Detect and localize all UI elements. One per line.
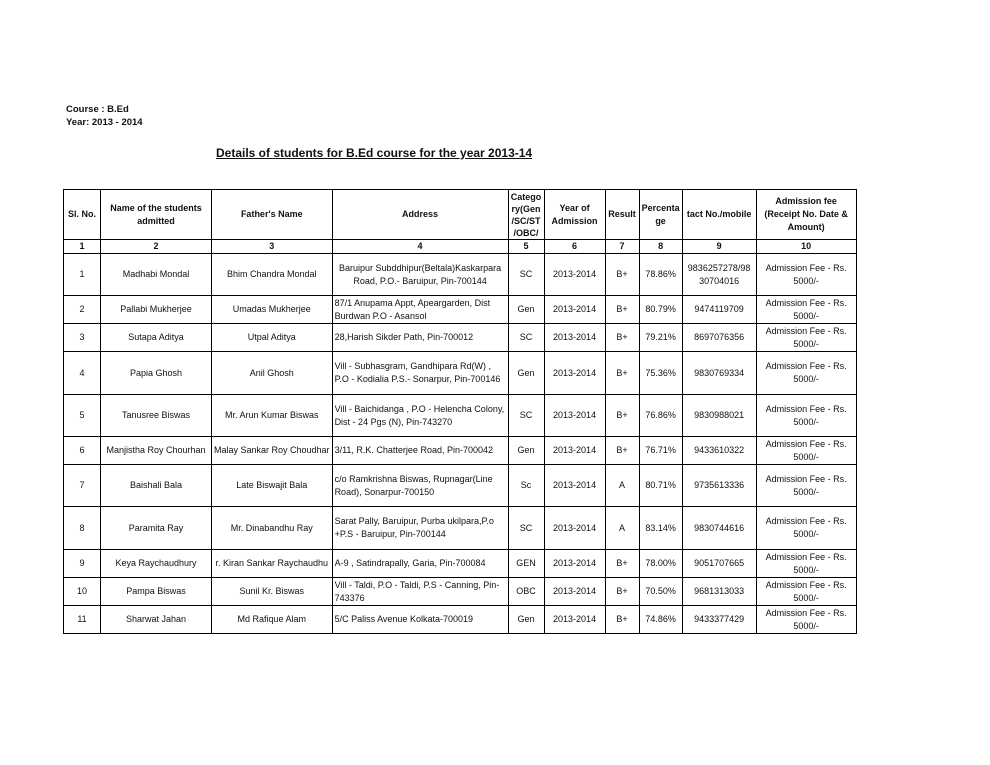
cell-sl-no: 2 — [64, 296, 101, 324]
cell-contact: 9681313033 — [682, 578, 756, 606]
cell-percentage: 76.86% — [639, 395, 682, 437]
cell-admission-fee: Admission Fee - Rs. 5000/- — [756, 550, 856, 578]
cell-category: Gen — [508, 437, 544, 465]
table-row — [64, 296, 857, 324]
year-label: Year: 2013 - 2014 — [66, 117, 143, 128]
cell-admission-fee: Admission Fee - Rs. 5000/- — [756, 254, 856, 296]
cell-percentage: 75.36% — [639, 352, 682, 395]
cell-admission-fee: Admission Fee - Rs. 5000/- — [756, 578, 856, 606]
cell-father-name: Anil Ghosh — [212, 352, 333, 395]
cell-contact: 9433610322 — [682, 437, 756, 465]
cell-father-name: Sunil Kr. Biswas — [212, 578, 333, 606]
cell-result: B+ — [605, 606, 639, 634]
header-admission-fee: Admission fee (Receipt No. Date & Amount) — [756, 190, 856, 240]
cell-student-name: Baishali Bala — [101, 465, 212, 507]
cell-address: Vill - Subhasgram, Gandhipara Rd(W) , P.O - Kodialia P.S.- Sonarpur, Pin-700146 — [332, 352, 508, 395]
header-contact: tact No./mobile — [682, 190, 756, 240]
cell-address: c/o Ramkrishna Biswas, Rupnagar(Line Road), Sonarpur-700150 — [332, 465, 508, 507]
cell-percentage: 80.71% — [639, 465, 682, 507]
cell-student-name: Madhabi Mondal — [101, 254, 212, 296]
column-number: 3 — [212, 240, 333, 254]
cell-admission-fee: Admission Fee - Rs. 5000/- — [756, 507, 856, 550]
cell-category: Sc — [508, 465, 544, 507]
cell-percentage: 70.50% — [639, 578, 682, 606]
header-sl-no: Sl. No. — [64, 190, 101, 240]
cell-contact: 9830988021 — [682, 395, 756, 437]
cell-father-name: Mr. Dinabandhu Ray — [212, 507, 333, 550]
cell-year: 2013-2014 — [544, 606, 605, 634]
cell-year: 2013-2014 — [544, 324, 605, 352]
column-number: 4 — [332, 240, 508, 254]
cell-sl-no: 6 — [64, 437, 101, 465]
cell-address: A-9 , Satindrapally, Garia, Pin-700084 — [332, 550, 508, 578]
cell-student-name: Papia Ghosh — [101, 352, 212, 395]
cell-percentage: 80.79% — [639, 296, 682, 324]
table-row — [64, 550, 857, 578]
cell-sl-no: 11 — [64, 606, 101, 634]
cell-contact: 9474119709 — [682, 296, 756, 324]
cell-result: B+ — [605, 437, 639, 465]
column-number: 10 — [756, 240, 856, 254]
course-label: Course : B.Ed — [66, 104, 129, 115]
cell-sl-no: 3 — [64, 324, 101, 352]
cell-student-name: Sharwat Jahan — [101, 606, 212, 634]
cell-father-name: Late Biswajit Bala — [212, 465, 333, 507]
table-row — [64, 578, 857, 606]
cell-year: 2013-2014 — [544, 437, 605, 465]
cell-percentage: 74.86% — [639, 606, 682, 634]
cell-category: Gen — [508, 296, 544, 324]
cell-address: Baruipur Subddhipur(Beltala)Kaskarpara Road, P.O.- Baruipur, Pin-700144 — [332, 254, 508, 296]
column-number: 2 — [101, 240, 212, 254]
header-percentage: Percenta ge — [639, 190, 682, 240]
cell-result: B+ — [605, 254, 639, 296]
table-row — [64, 254, 857, 296]
cell-student-name: Manjistha Roy Chourhan — [101, 437, 212, 465]
cell-contact: 8697076356 — [682, 324, 756, 352]
header-category-text: Catego ry(Gen /SC/ST /OBC/ — [510, 191, 542, 238]
cell-admission-fee: Admission Fee - Rs. 5000/- — [756, 395, 856, 437]
cell-category: SC — [508, 324, 544, 352]
column-number: 9 — [682, 240, 756, 254]
cell-address: Vill - Baichidanga , P.O - Helencha Colony, Dist - 24 Pgs (N), Pin-743270 — [332, 395, 508, 437]
cell-contact: 9830744616 — [682, 507, 756, 550]
header-row — [64, 190, 857, 240]
cell-contact: 9735613336 — [682, 465, 756, 507]
cell-year: 2013-2014 — [544, 254, 605, 296]
cell-sl-no: 5 — [64, 395, 101, 437]
cell-percentage: 76.71% — [639, 437, 682, 465]
column-number: 5 — [508, 240, 544, 254]
cell-student-name: Pampa Biswas — [101, 578, 212, 606]
cell-student-name: Paramita Ray — [101, 507, 212, 550]
cell-sl-no: 9 — [64, 550, 101, 578]
cell-result: B+ — [605, 578, 639, 606]
cell-category: OBC — [508, 578, 544, 606]
header-father-name: Father's Name — [212, 190, 333, 240]
cell-year: 2013-2014 — [544, 578, 605, 606]
column-number: 8 — [639, 240, 682, 254]
cell-year: 2013-2014 — [544, 352, 605, 395]
cell-year: 2013-2014 — [544, 507, 605, 550]
header-address: Address — [332, 190, 508, 240]
cell-percentage: 79.21% — [639, 324, 682, 352]
cell-father-name: Malay Sankar Roy Choudhar — [212, 437, 333, 465]
cell-student-name: Tanusree Biswas — [101, 395, 212, 437]
cell-admission-fee: Admission Fee - Rs. 5000/- — [756, 296, 856, 324]
cell-category: GEN — [508, 550, 544, 578]
cell-student-name: Keya Raychaudhury — [101, 550, 212, 578]
cell-student-name: Pallabi Mukherjee — [101, 296, 212, 324]
cell-result: B+ — [605, 296, 639, 324]
cell-sl-no: 8 — [64, 507, 101, 550]
column-number: 6 — [544, 240, 605, 254]
cell-admission-fee: Admission Fee - Rs. 5000/- — [756, 606, 856, 634]
table-row — [64, 352, 857, 395]
cell-admission-fee: Admission Fee - Rs. 5000/- — [756, 437, 856, 465]
cell-result: B+ — [605, 324, 639, 352]
cell-father-name: Bhim Chandra Mondal — [212, 254, 333, 296]
cell-father-name: Umadas Mukherjee — [212, 296, 333, 324]
cell-category: SC — [508, 395, 544, 437]
cell-category: SC — [508, 507, 544, 550]
cell-address: Sarat Pally, Baruipur, Purba ukilpara,P.o +P.S - Baruipur, Pin-700144 — [332, 507, 508, 550]
students-table — [63, 189, 857, 634]
cell-sl-no: 7 — [64, 465, 101, 507]
header-student-name: Name of the students admitted — [101, 190, 212, 240]
cell-year: 2013-2014 — [544, 550, 605, 578]
cell-address: 5/C Paliss Avenue Kolkata-700019 — [332, 606, 508, 634]
cell-category: Gen — [508, 606, 544, 634]
cell-result: A — [605, 465, 639, 507]
cell-category: SC — [508, 254, 544, 296]
cell-father-name: Md Rafique Alam — [212, 606, 333, 634]
page-title: Details of students for B.Ed course for the year 2013-14 — [216, 146, 533, 160]
column-number-row — [64, 240, 857, 254]
cell-sl-no: 4 — [64, 352, 101, 395]
cell-sl-no: 1 — [64, 254, 101, 296]
table-row — [64, 324, 857, 352]
table-row — [64, 465, 857, 507]
cell-address: 3/11, R.K. Chatterjee Road, Pin-700042 — [332, 437, 508, 465]
table-row — [64, 606, 857, 634]
header-result: Result — [605, 190, 639, 240]
cell-year: 2013-2014 — [544, 465, 605, 507]
cell-percentage: 78.86% — [639, 254, 682, 296]
table-row — [64, 395, 857, 437]
cell-father-name: r. Kiran Sankar Raychaudhu — [212, 550, 333, 578]
cell-contact: 9836257278/98 30704016 — [682, 254, 756, 296]
column-number: 1 — [64, 240, 101, 254]
cell-admission-fee: Admission Fee - Rs. 5000/- — [756, 465, 856, 507]
cell-sl-no: 10 — [64, 578, 101, 606]
cell-year: 2013-2014 — [544, 395, 605, 437]
cell-year: 2013-2014 — [544, 296, 605, 324]
cell-category: Gen — [508, 352, 544, 395]
cell-student-name: Sutapa Aditya — [101, 324, 212, 352]
cell-contact: 9433377429 — [682, 606, 756, 634]
cell-address: Vill - Taldi, P.O - Taldi, P.S - Canning, Pin-743376 — [332, 578, 508, 606]
cell-result: B+ — [605, 550, 639, 578]
cell-admission-fee: Admission Fee - Rs. 5000/- — [756, 324, 856, 352]
cell-address: 28,Harish Sikder Path, Pin-700012 — [332, 324, 508, 352]
cell-percentage: 78.00% — [639, 550, 682, 578]
column-number: 7 — [605, 240, 639, 254]
cell-contact: 9830769334 — [682, 352, 756, 395]
cell-result: A — [605, 507, 639, 550]
cell-result: B+ — [605, 352, 639, 395]
cell-contact: 9051707665 — [682, 550, 756, 578]
cell-percentage: 83.14% — [639, 507, 682, 550]
table-row — [64, 437, 857, 465]
cell-father-name: Utpal Aditya — [212, 324, 333, 352]
cell-result: B+ — [605, 395, 639, 437]
header-year-of-admission: Year of Admission — [544, 190, 605, 240]
cell-father-name: Mr. Arun Kumar Biswas — [212, 395, 333, 437]
cell-address: 87/1 Anupama Appt, Apeargarden, Dist Burdwan P.O - Asansol — [332, 296, 508, 324]
header-category — [508, 190, 544, 240]
cell-admission-fee: Admission Fee - Rs. 5000/- — [756, 352, 856, 395]
table-row — [64, 507, 857, 550]
